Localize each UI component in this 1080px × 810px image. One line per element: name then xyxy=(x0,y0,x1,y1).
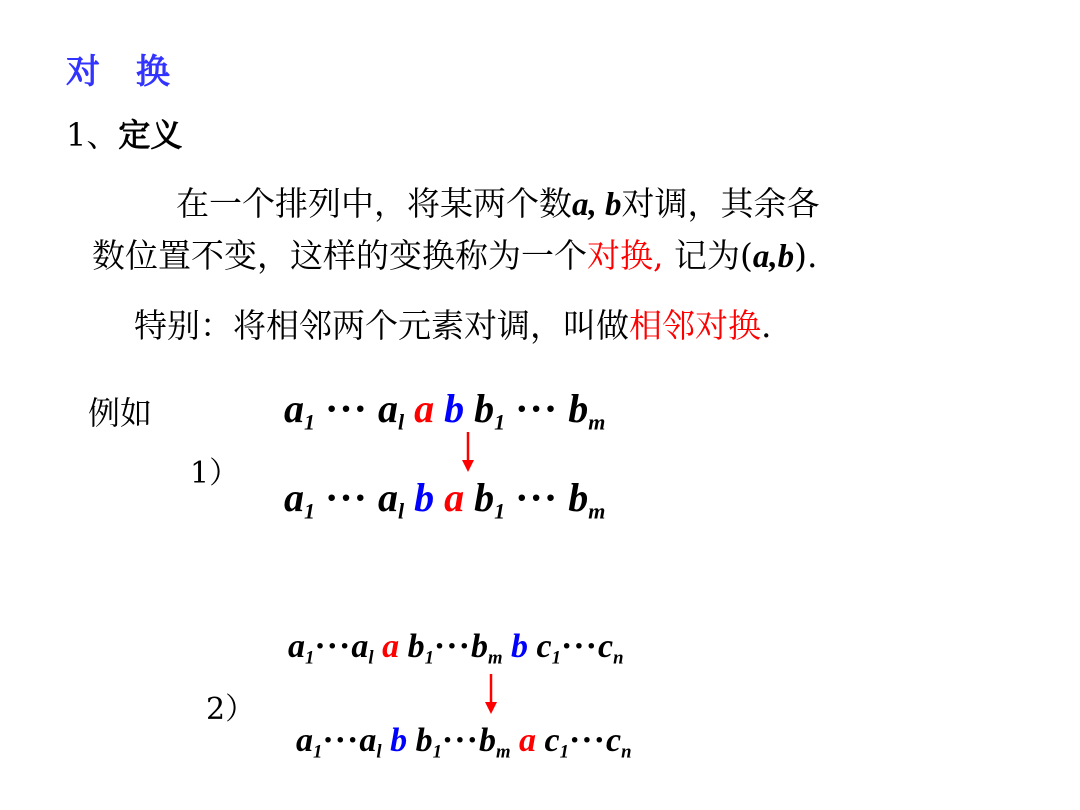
term: b xyxy=(568,475,589,520)
term: a xyxy=(351,628,369,665)
example-2-after xyxy=(296,722,631,764)
subscript: 1 xyxy=(494,409,506,435)
subscript: l xyxy=(376,741,382,763)
ellipsis: ··· xyxy=(515,475,559,520)
subscript: l xyxy=(368,647,374,669)
definition-text: 数位置不变，这样的变换称为一个 xyxy=(92,236,587,275)
subscript: l xyxy=(398,409,405,435)
example-1-label: 1） xyxy=(190,456,240,491)
term: a xyxy=(284,475,304,520)
subscript: 1 xyxy=(551,647,561,669)
down-arrow-icon xyxy=(481,674,501,716)
ellipsis: ··· xyxy=(322,722,360,759)
notation-text: 记为( xyxy=(663,236,753,275)
subscript: 1 xyxy=(313,741,323,763)
subscript: n xyxy=(621,741,632,763)
term: b xyxy=(568,386,589,431)
swap-element-b: b xyxy=(414,475,435,520)
term: c xyxy=(536,628,552,665)
swap-element-a: a xyxy=(444,475,465,520)
example-label: 例如 xyxy=(88,394,153,432)
subscript: 1 xyxy=(424,647,434,669)
subscript: l xyxy=(398,498,405,524)
section-number: 1、 xyxy=(66,116,119,154)
ellipsis: ··· xyxy=(325,475,369,520)
section-label: 定义 xyxy=(118,116,183,154)
term-adjacent-transposition: 相邻对换 xyxy=(629,306,761,345)
subscript: 1 xyxy=(494,498,506,524)
subscript: m xyxy=(588,409,606,435)
definition-text-cont: 对调，其余各 xyxy=(621,184,820,223)
swap-element-b: b xyxy=(444,386,465,431)
ellipsis: ··· xyxy=(560,628,598,665)
var-b: b xyxy=(605,187,622,223)
definition-line-2 xyxy=(92,230,818,277)
definition-line-1 xyxy=(176,178,820,225)
example-1-before xyxy=(284,385,605,436)
term: a xyxy=(378,475,399,520)
swap-element-a: a xyxy=(519,722,536,759)
special-end: . xyxy=(761,306,772,345)
subscript: 1 xyxy=(432,741,442,763)
term: a xyxy=(359,722,377,759)
term: c xyxy=(544,722,560,759)
term: a xyxy=(284,386,304,431)
term: a xyxy=(296,722,313,759)
down-arrow-icon xyxy=(458,432,478,474)
term: c xyxy=(605,722,622,759)
example-2-label: 2） xyxy=(206,692,256,727)
example-2-before xyxy=(288,628,623,670)
term: a xyxy=(378,386,399,431)
subscript: m xyxy=(588,498,606,524)
ellipsis: ··· xyxy=(325,386,369,431)
ellipsis: ··· xyxy=(433,628,471,665)
subscript: 1 xyxy=(559,741,569,763)
example-1-after xyxy=(284,474,605,525)
special-text: 特别：将相邻两个元素对调，叫做 xyxy=(134,306,629,345)
term: b xyxy=(478,722,496,759)
subscript: 1 xyxy=(305,647,315,669)
ellipsis: ··· xyxy=(441,722,479,759)
subscript: 1 xyxy=(304,409,315,435)
ellipsis: ··· xyxy=(568,722,606,759)
swap-element-b: b xyxy=(511,628,528,665)
term: a xyxy=(288,628,305,665)
term: b xyxy=(415,722,433,759)
term-transposition: 对换, xyxy=(587,236,664,275)
swap-element-a: a xyxy=(382,628,400,665)
slide-title: 对 换 xyxy=(66,52,182,92)
var-a: a xyxy=(572,187,589,223)
comma: , xyxy=(588,187,605,223)
definition-text: 在一个排列中，将某两个数 xyxy=(176,184,572,223)
term: b xyxy=(407,628,425,665)
ellipsis: ··· xyxy=(314,628,352,665)
section-heading xyxy=(66,110,182,156)
term: b xyxy=(474,475,495,520)
swap-element-a: a xyxy=(414,386,435,431)
term: b xyxy=(474,386,495,431)
subscript: n xyxy=(613,647,624,669)
notation-end: ). xyxy=(794,236,818,275)
subscript: 1 xyxy=(304,498,315,524)
subscript: m xyxy=(495,741,511,763)
subscript: m xyxy=(487,647,503,669)
term: b xyxy=(470,628,488,665)
term: c xyxy=(597,628,614,665)
ellipsis: ··· xyxy=(515,386,559,431)
notation-pair: a,b xyxy=(752,239,795,275)
special-line xyxy=(134,300,772,347)
swap-element-b: b xyxy=(390,722,408,759)
